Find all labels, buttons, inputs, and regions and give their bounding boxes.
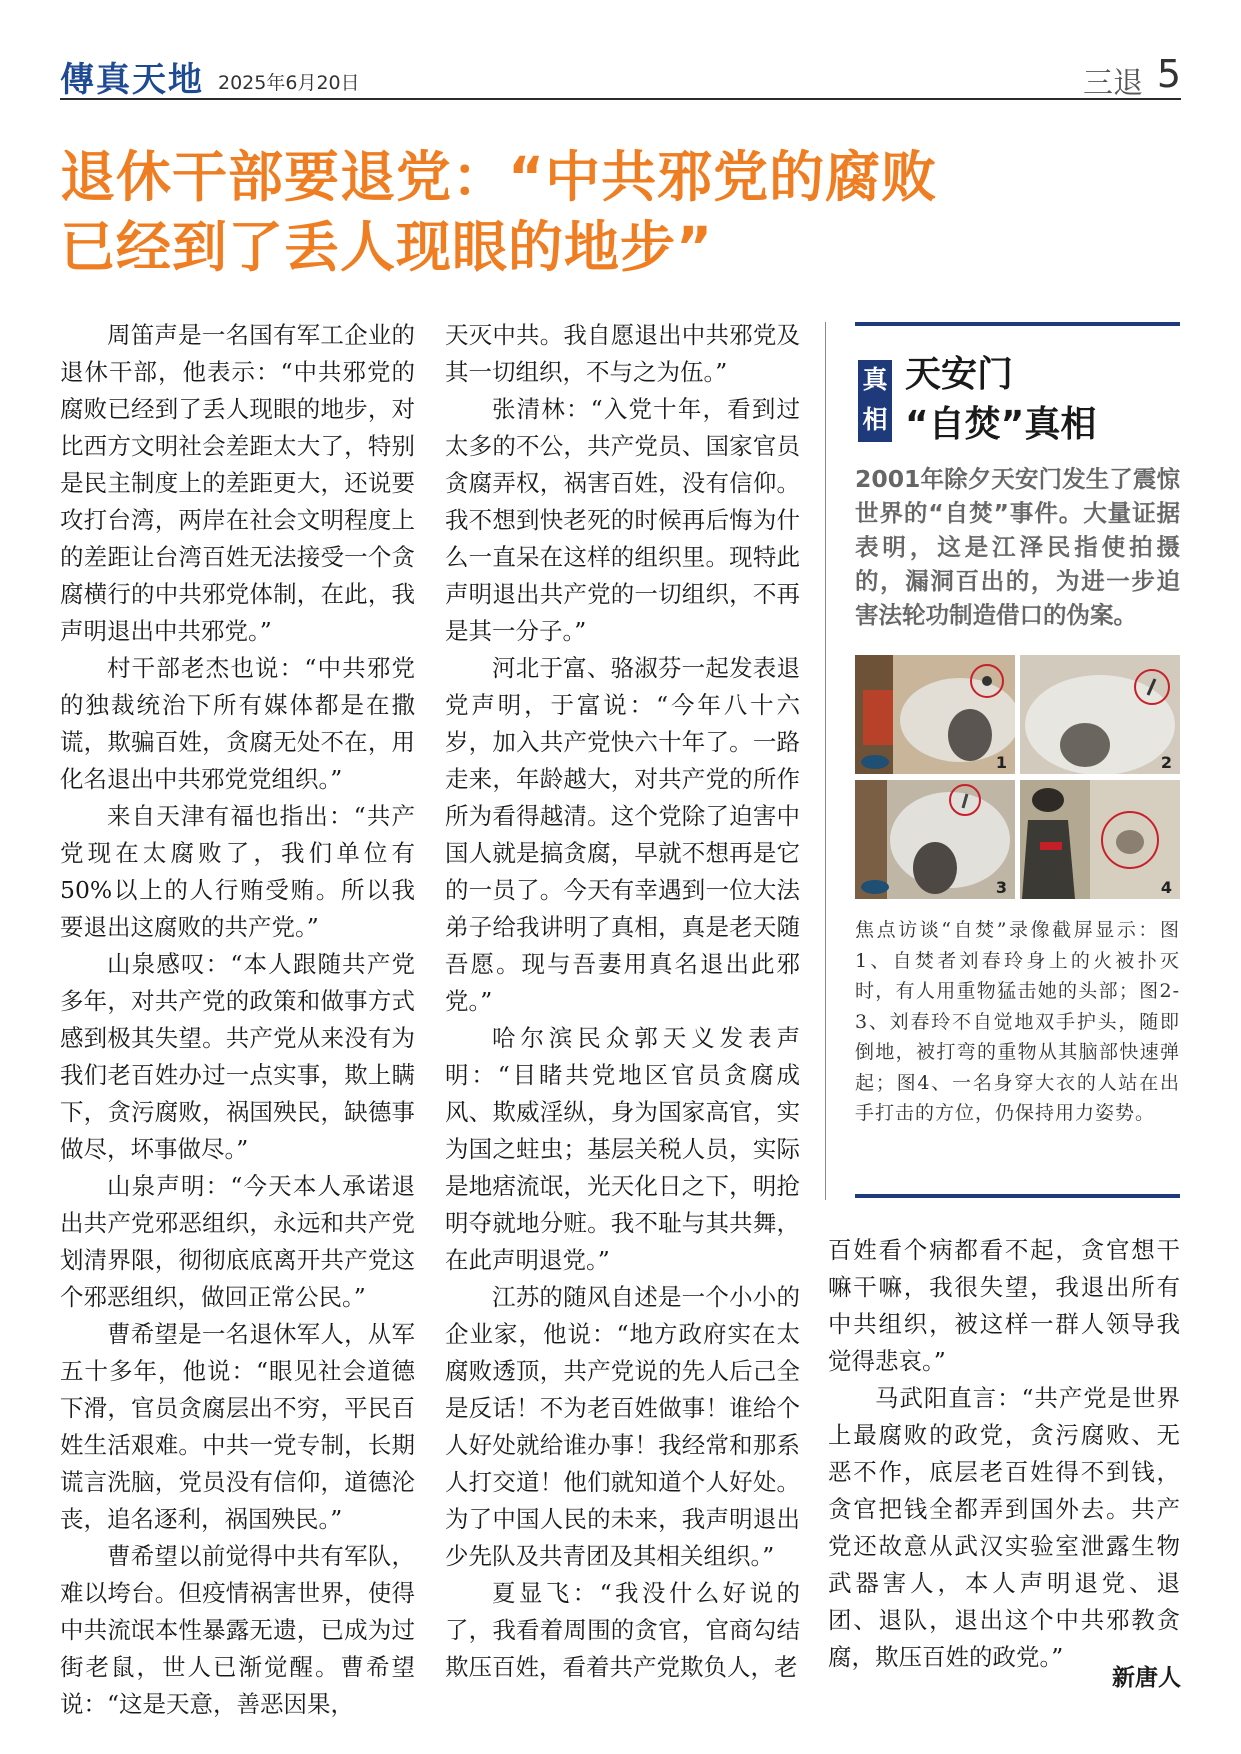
screenshot-photo-1 [855,655,1015,774]
paragraph: 夏显飞：“我没什么好说的了，我看着周围的贪官，官商勾结欺压百姓，看着共产党欺负人，老 [445,1579,800,1681]
headline-line-2: 已经到了丢人现眼的地步” [60,215,714,279]
sidebar-title [905,350,1096,450]
truth-badge [858,360,892,442]
paragraph: 河北于富、骆淑芬一起发表退党声明，于富说：“今年八十六岁，加入共产党快六十年了。一路走来，年龄越大，对共产党的所作所为看得越清。这个党除了迫害中国人就是搞贪腐，早就不想再是它的一员了。今天有幸遇到一位大法弟子给我讲明了真相，真是老天随吾愿。现与吾妻用真名退出此邪党。” [445,654,800,1015]
photo-number: 4 [1160,878,1172,897]
badge-char-2: 相 [862,405,888,434]
section-name: 三退 [1083,66,1143,101]
paragraph: 来自天津有福也指出：“共产党现在太腐败了，我们单位有50%以上的人行贿受贿。所以我要退出这腐败的共产党。” [60,802,415,941]
sidebar-top-rule [855,322,1180,326]
paragraph: 周笛声是一名国有军工企业的退休干部，他表示：“中共邪党的腐败已经到了丢人现眼的地步，对比西方文明社会差距太大了，特别是民主制度上的差距更大，还说要攻打台湾，两岸在社会文明程度上的差距让台湾百姓无法接受一个贪腐横行的中共邪党体制，在此，我声明退出中共邪党。” [60,321,415,645]
sidebar-intro: 2001年除夕天安门发生了震惊世界的“自焚”事件。大量证据表明，这是江泽民指使拍摄的，漏洞百出的，为进一步迫害法轮功制造借口的伪案。 [855,465,1180,629]
paragraph: 马武阳直言：“共产党是世界上最腐败的政党，贪污腐败、无恶不作，底层老百姓得不到钱，贪官把钱全都弄到国外去。共产党还故意从武汉实验室泄露生物武器害人，本人声明退党、退团、退队，退出这个中共邪教贪腐，欺压百姓的政党。” [828,1384,1180,1671]
paragraph-continued: 天灭中共。我自愿退出中共邪党及其一切组织，不与之为伍。” [445,321,800,386]
paragraph: 曹希望是一名退休军人，从军五十多年，他说：“眼见社会道德下滑，官员贪腐层出不穷，平民百姓生活艰难。中共一党专制，长期谎言洗脑，党员没有信仰，道德沦丧，追名逐利，祸国殃民。” [60,1320,415,1533]
paragraph: 山泉声明：“今天本人承诺退出共产党邪恶组织，永远和共产党划清界限，彻彻底底离开共产党这个邪恶组织，做回正常公民。” [60,1172,415,1311]
issue-date: 2025年6月20日 [218,72,360,94]
paragraph: 村干部老杰也说：“中共邪党的独裁统治下所有媒体都是在撒谎，欺骗百姓，贪腐无处不在，用化名退出中共邪党党组织。” [60,654,415,793]
sidebar-title-line-1: 天安门 [905,354,1014,395]
headline-line-1: 退休干部要退党：“中共邪党的腐败 [60,145,938,209]
truth-sidebar [855,322,1180,1198]
paragraph: 哈尔滨民众郭天义发表声明：“目睹共党地区官员贪腐成风、欺威淫纵，身为国家高官，实为国之蛀虫；基层关税人员，实际是地痞流氓，光天化日之下，明抢明夺就地分赃。我不耻与其共舞，在此声明退党。” [445,1024,800,1274]
paragraph: 山泉感叹：“本人跟随共产党多年，对共产党的政策和做事方式感到极其失望。共产党从来没有为我们老百姓办过一点实事，欺上瞒下，贪污腐败，祸国殃民，缺德事做尽，坏事做尽。” [60,950,415,1163]
photo-grid [855,655,1180,899]
sidebar-title-line-2: “自焚”真相 [905,404,1097,445]
badge-char-1: 真 [862,365,888,394]
screenshot-photo-3 [855,780,1015,899]
photo-number: 1 [995,753,1007,772]
masthead [60,52,1181,100]
screenshot-photo-2 [1020,655,1180,774]
screenshot-photo-4 [1020,780,1180,899]
byline: 新唐人 [1112,1665,1181,1691]
headline [60,142,1180,282]
column-divider [825,322,826,1200]
page-number: 5 [1156,52,1181,96]
article-column-3 [828,1232,1180,1676]
paragraph-continued: 百姓看个病都看不起，贪官想干嘛干嘛，我很失望，我退出所有中共组织，被这样一群人领导我觉得悲哀。” [828,1236,1180,1375]
photo-caption: 焦点访谈“自焚”录像截屏显示：图1、自焚者刘春玲身上的火被扑灭时，有人用重物猛击她的头部；图2-3、刘春玲不自觉地双手护头，随即倒地，被打弯的重物从其脑部快速弹起；图4、一名身穿大衣的人站在出手打击的方位，仍保持用力姿势。 [855,919,1180,1124]
photo-number: 3 [995,878,1007,897]
paragraph: 江苏的随风自述是一个小小的企业家，他说：“地方政府实在太腐败透顶，共产党说的先人后己全是反话！不为老百姓做事！谁给个人好处就给谁办事！我经常和那系人打交道！他们就知道个人好处。为了中国人民的未来，我声明退出少先队及共青团及其相关组织。” [445,1283,800,1570]
article-column-2 [445,317,800,1686]
newspaper-logo: 傳真天地 [60,60,204,100]
paragraph: 张清林：“入党十年，看到过太多的不公，共产党员、国家官员贪腐弄权，祸害百姓，没有信仰。我不想到快老死的时候再后悔为什么一直呆在这样的组织里。现特此声明退出共产党的一切组织，不再是其一分子。” [445,395,800,645]
paragraph: 曹希望以前觉得中共有军队，难以垮台。但疫情祸害世界，使得中共流氓本性暴露无遗，已成为过街老鼠，世人已渐觉醒。曹希望说：“这是天意，善恶因果， [60,1542,415,1718]
article-column-1 [60,317,415,1723]
photo-number: 2 [1160,753,1172,772]
sidebar-bottom-rule [855,1194,1180,1198]
